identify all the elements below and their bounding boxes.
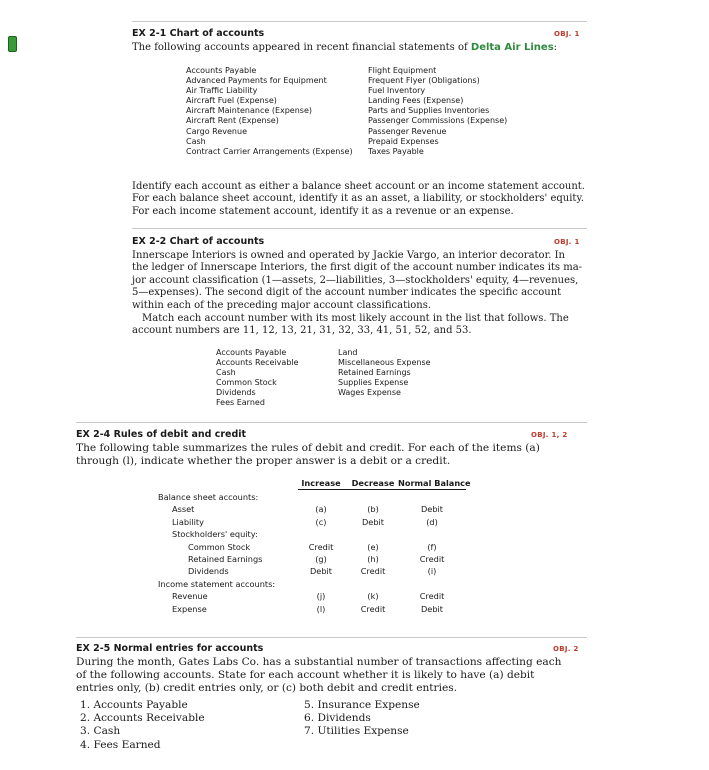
ex22-paragraph-1 xyxy=(132,250,582,312)
list-item: Cargo Revenue xyxy=(186,126,247,136)
text-line: jor account classification (1—assets, 2—liabilities, 3—stockholders' equity, 4—revenues, xyxy=(132,274,579,286)
header-increase: Increase xyxy=(301,478,341,488)
text-line: During the month, Gates Labs Co. has a substantial number of transactions affecting each xyxy=(76,656,562,668)
list-item: Retained Earnings xyxy=(338,368,411,378)
list-item: 7. Utilities Expense xyxy=(304,725,409,738)
table-cell-nb: Debit xyxy=(420,504,444,515)
list-item: Frequent Flyer (Obligations) xyxy=(368,76,480,86)
list-item: Prepaid Expenses xyxy=(368,136,439,146)
ex25-intro xyxy=(76,656,561,695)
ex21-accounts-col2 xyxy=(368,66,507,157)
table-cell-label: Dividends xyxy=(188,566,229,577)
list-item: Taxes Payable xyxy=(368,146,424,156)
debit-credit-table xyxy=(156,478,471,623)
table-cell-dec: (b) xyxy=(367,504,379,515)
ex25-accounts-col1 xyxy=(80,699,205,752)
list-item: 1. Accounts Payable xyxy=(80,699,188,711)
text-line: account numbers are 11, 12, 13, 21, 31, 32, 33, 41, 51, 52, and 53. xyxy=(132,325,472,337)
ex21-company: Delta Air Lines xyxy=(470,42,554,53)
top-rule xyxy=(132,21,587,22)
table-cell-inc: (a) xyxy=(315,504,327,515)
text-line: within each of the preceding major account classifications. xyxy=(132,299,432,311)
list-item: Common Stock xyxy=(216,378,277,388)
ex21-intro xyxy=(132,42,557,54)
header-decrease: Decrease xyxy=(351,478,395,488)
section-divider xyxy=(76,637,587,638)
ex24-title: EX 2-4 Rules of debit and credit xyxy=(76,429,247,440)
list-item: Fees Earned xyxy=(216,398,265,408)
list-item: Cash xyxy=(216,368,236,378)
ex22-title: EX 2-2 Chart of accounts xyxy=(132,236,265,247)
table-cell-dec: Debit xyxy=(361,516,385,527)
ex21-intro-text: The following accounts appeared in recent financial statements of xyxy=(132,42,468,53)
list-item: Wages Expense xyxy=(338,388,401,398)
ex22-objective: OBJ. 1 xyxy=(554,238,580,246)
table-cell-inc: (g) xyxy=(315,554,327,564)
header-normal-balance: Normal Balance xyxy=(398,478,471,488)
table-cell-dec: (k) xyxy=(367,591,379,602)
list-item: Miscellaneous Expense xyxy=(338,358,431,368)
text-line: The following table summarizes the rules of debit and credit. For each of the items (a) xyxy=(76,442,540,454)
table-cell-label: Balance sheet accounts: xyxy=(158,492,259,502)
ex25-title: EX 2-5 Normal entries for accounts xyxy=(76,643,264,654)
table-cell-label: Expense xyxy=(172,603,207,614)
list-item: Dividends xyxy=(216,388,256,398)
ex24-intro xyxy=(76,442,540,468)
table-cell-nb: Credit xyxy=(419,591,445,602)
ex21-accounts-col1 xyxy=(186,66,353,157)
instruction-line: For each balance sheet account, identify it as an asset, a liability, or stockholders' equity. xyxy=(132,193,584,205)
list-item: Accounts Payable xyxy=(216,348,287,357)
table-cell-nb: (f) xyxy=(427,541,437,552)
list-item: Aircraft Maintenance (Expense) xyxy=(186,106,313,116)
table-cell-nb: Credit xyxy=(419,554,445,564)
table-cell-inc: (l) xyxy=(316,603,326,614)
ex21-title: EX 2-1 Chart of accounts xyxy=(132,28,265,39)
ex24-objective: OBJ. 1, 2 xyxy=(531,431,568,439)
ex22-accounts-col2 xyxy=(338,348,431,398)
instruction-line: Identify each account as either a balance sheet account or an income statement account. xyxy=(132,181,585,192)
list-item: Land xyxy=(338,348,358,357)
table-cell-dec: Credit xyxy=(360,566,386,577)
table-cell-nb: Debit xyxy=(420,603,444,614)
list-item: Flight Equipment xyxy=(368,66,437,75)
table-cell-dec: (h) xyxy=(367,554,379,564)
list-item: Passenger Revenue xyxy=(368,126,447,136)
list-item: Passenger Commissions (Expense) xyxy=(368,116,508,126)
ex25-accounts-col2 xyxy=(304,699,420,739)
list-item: Contract Carrier Arrangements (Expense) xyxy=(186,146,353,156)
table-cell-inc: (j) xyxy=(316,591,326,602)
ex22-accounts-col1 xyxy=(216,348,299,409)
table-cell-nb: (i) xyxy=(427,566,437,577)
page-edge-tab xyxy=(8,36,17,52)
list-item: 3. Cash xyxy=(80,725,121,738)
list-item: 6. Dividends xyxy=(304,712,371,725)
ex22-paragraph-2 xyxy=(132,313,569,338)
table-cell-label: Revenue xyxy=(172,591,208,602)
table-cell-label: Common Stock xyxy=(188,541,251,552)
header-rule xyxy=(298,489,466,490)
list-item: 2. Accounts Receivable xyxy=(80,712,205,725)
text-line: Match each account number with its most likely account in the list that follows. The xyxy=(142,313,569,324)
list-item: Advanced Payments for Equipment xyxy=(186,76,327,86)
ex25-objective: OBJ. 2 xyxy=(553,645,579,653)
text-line: the ledger of Innerscape Interiors, the first digit of the account number indicates its ma- xyxy=(132,262,583,274)
text-line: of the following accounts. State for each account whether it is likely to have (a) debit xyxy=(76,669,535,681)
text-line: entries only, (b) credit entries only, or (c) both debit and credit entries. xyxy=(76,682,458,694)
table-cell-label: Stockholders' equity: xyxy=(172,529,258,540)
instruction-line: For each income statement account, identify it as a revenue or an expense. xyxy=(132,205,514,217)
ex21-objective: OBJ. 1 xyxy=(554,30,580,38)
text-line: 5—expenses). The second digit of the account number indicates the specific account xyxy=(132,287,562,299)
table-cell-inc: Debit xyxy=(309,566,333,577)
table-cell-inc: (c) xyxy=(315,516,327,527)
table-cell-dec: (e) xyxy=(367,541,379,552)
table-cell-inc: Credit xyxy=(308,541,334,552)
list-item: Cash xyxy=(186,136,206,146)
list-item: 5. Insurance Expense xyxy=(304,699,420,711)
list-item: Accounts Receivable xyxy=(216,358,299,368)
table-cell-label: Asset xyxy=(172,504,195,515)
list-item: Supplies Expense xyxy=(338,378,409,388)
list-item: Landing Fees (Expense) xyxy=(368,96,464,106)
section-divider xyxy=(76,422,587,423)
list-item: Fuel Inventory xyxy=(368,86,426,96)
table-cell-label: Income statement accounts: xyxy=(158,578,276,589)
ex21-intro-suffix: : xyxy=(553,42,558,53)
list-item: 4. Fees Earned xyxy=(80,738,161,751)
list-item: Aircraft Fuel (Expense) xyxy=(186,96,277,106)
table-cell-label: Retained Earnings xyxy=(188,554,263,564)
table-cell-nb: (d) xyxy=(426,516,438,527)
list-item: Aircraft Rent (Expense) xyxy=(186,116,279,126)
list-item: Air Traffic Liability xyxy=(186,86,258,96)
text-line: Innerscape Interiors is owned and operated by Jackie Vargo, an interior decorator. In xyxy=(132,250,565,261)
list-item: Accounts Payable xyxy=(186,66,257,75)
list-item: Parts and Supplies Inventories xyxy=(368,106,490,116)
table-cell-label: Liability xyxy=(172,516,204,527)
ex21-instructions xyxy=(132,181,585,218)
text-line: through (l), indicate whether the proper answer is a debit or a credit. xyxy=(76,455,451,467)
table-cell-dec: Credit xyxy=(360,603,386,614)
section-divider xyxy=(132,228,587,229)
